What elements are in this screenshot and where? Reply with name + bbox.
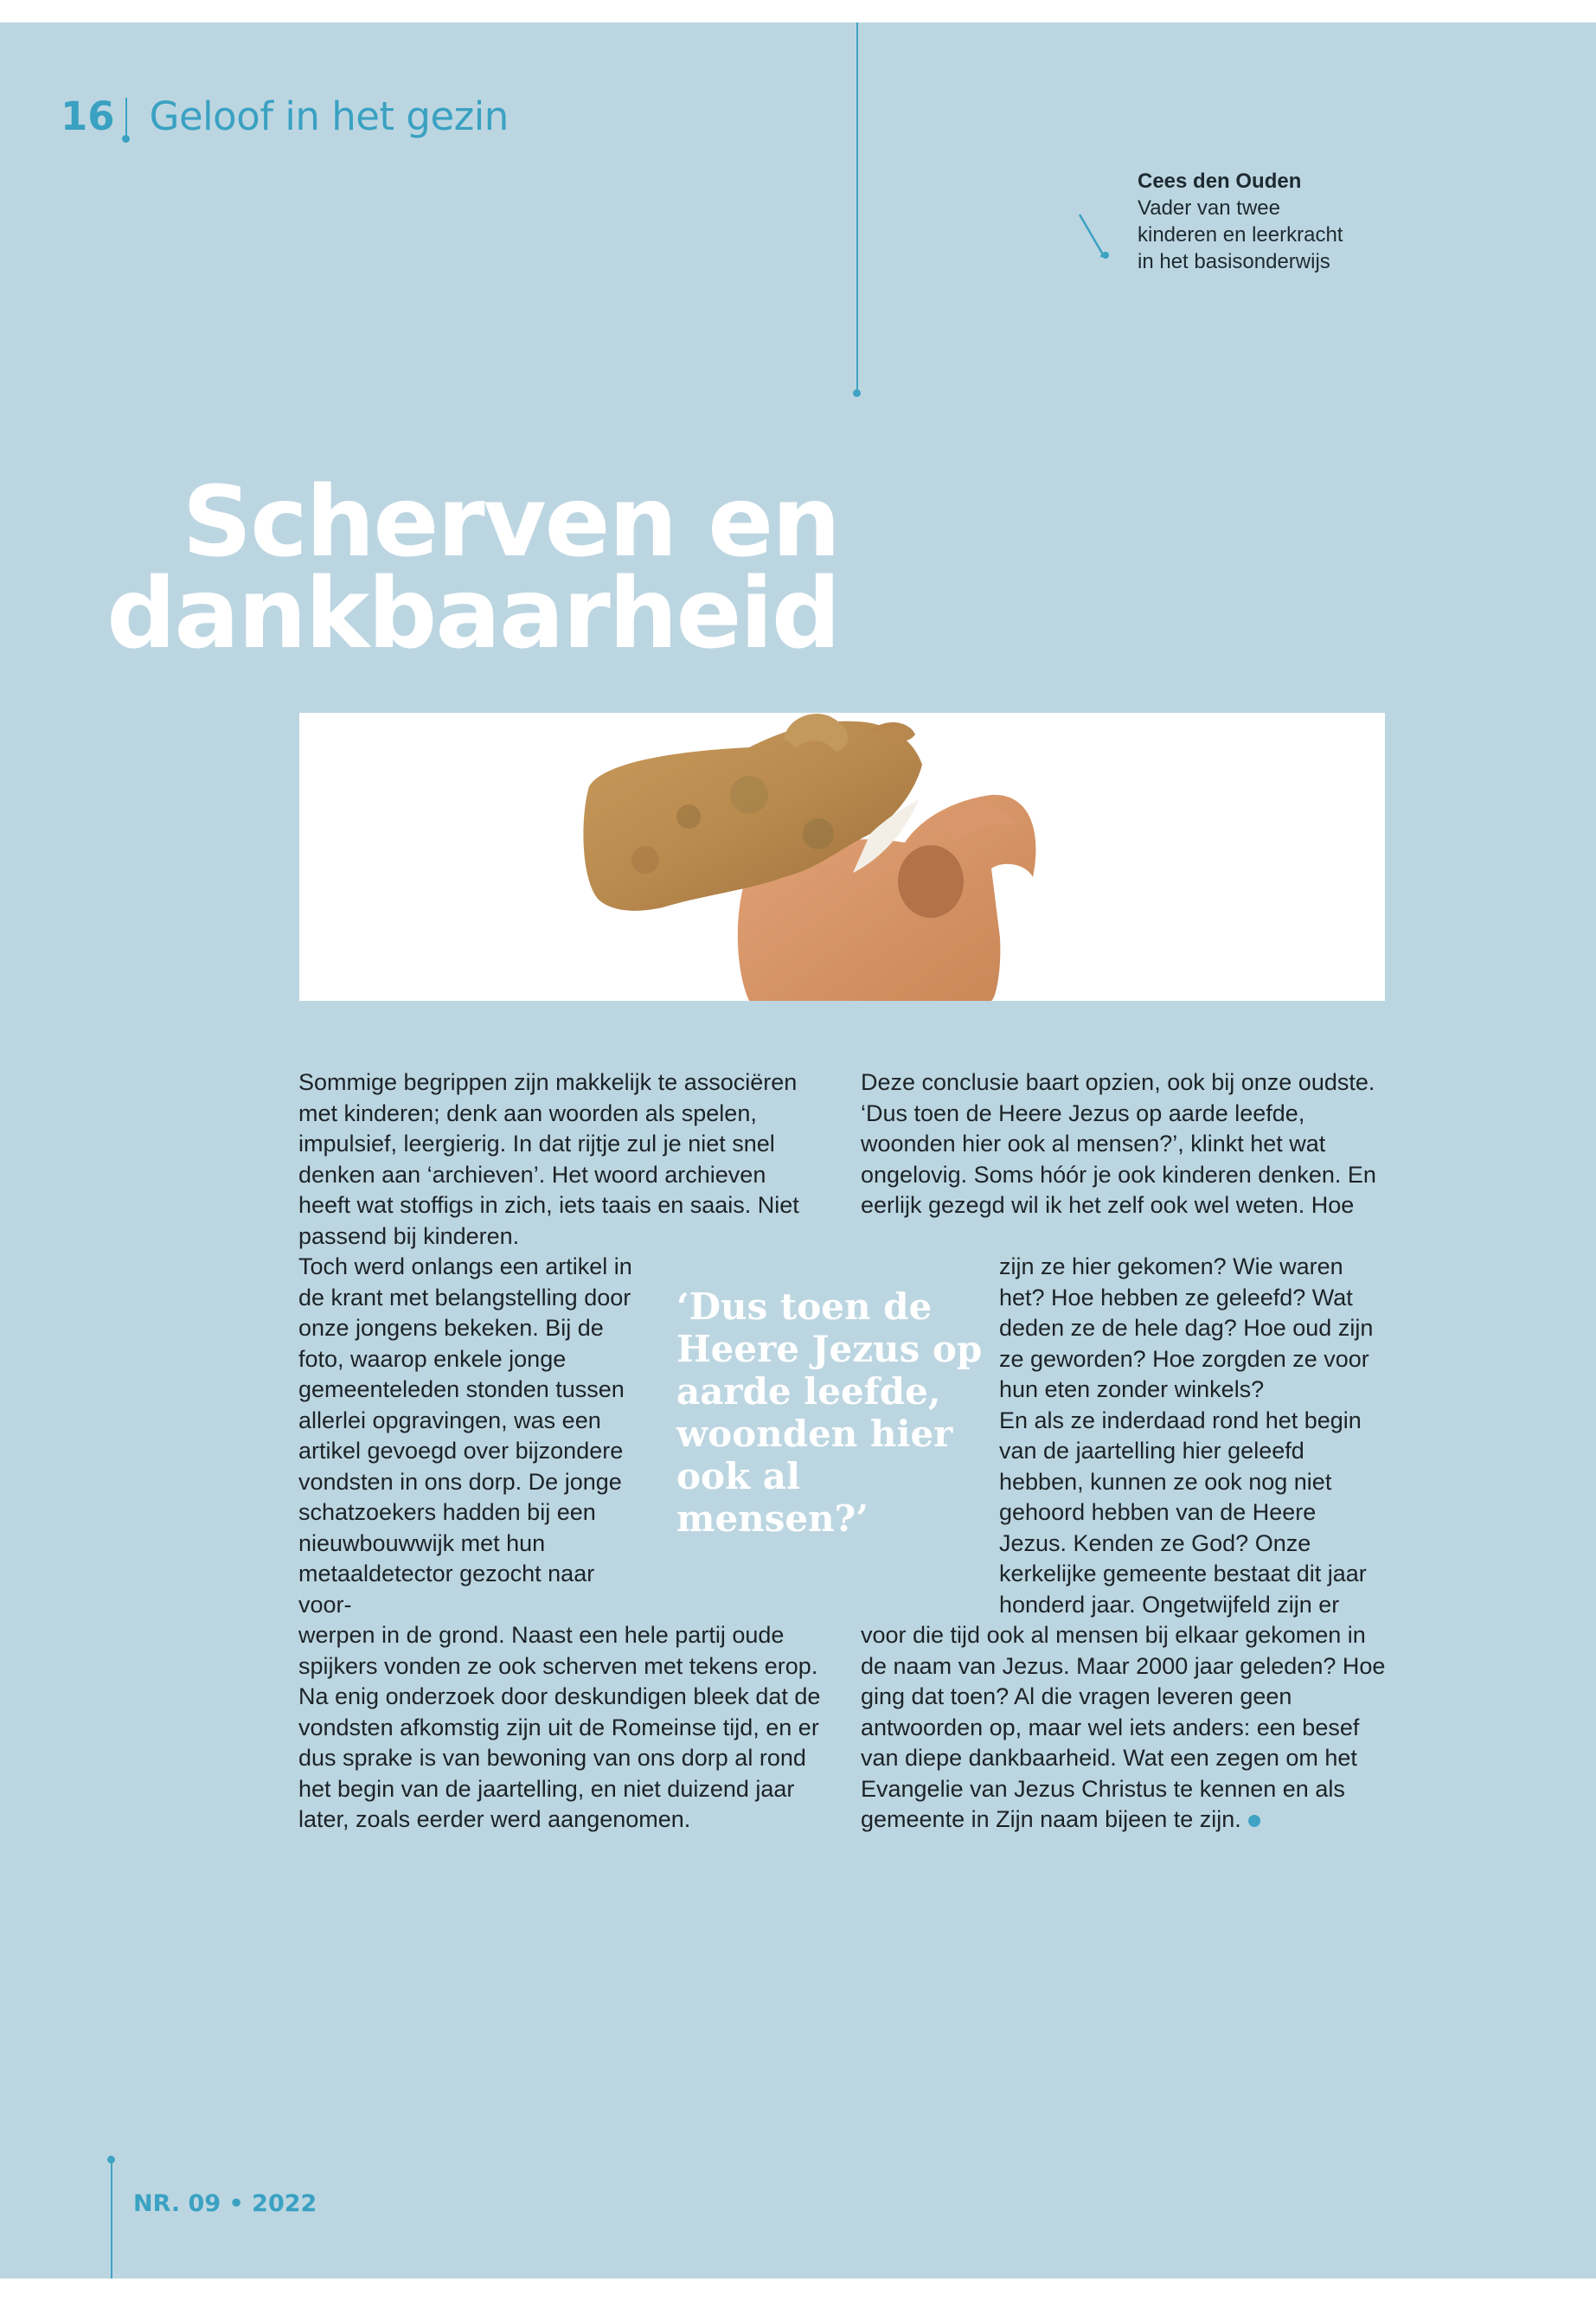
article-headline [104, 466, 839, 670]
author-role-line: Vader van twee [1138, 196, 1280, 220]
article-column-left-wrap [298, 1252, 653, 1620]
author-role-line: kinderen en leerkracht [1138, 223, 1343, 247]
magazine-page [0, 22, 1596, 2279]
article-column-right-end [861, 1620, 1388, 1836]
article-paragraph: En als ze inderdaad rond het begin van de jaartelling hier geleefd hebben, kunnen ze ook nog niet gehoord hebben van de Heere Jezus. Kenden ze God? Onze kerkelijke gemeente bestaat dit jaar honderd jaar. Ongetwijfeld zijn er [999, 1407, 1367, 1618]
divider-dot [853, 389, 861, 397]
article-paragraph: zijn ze hier gekomen? Wie waren het? Hoe hebben ze geleefd? Wat deden ze de hele dag? Hoe oud zijn ze geworden? Hoe zorgden ze voor hun eten zonder winkels? [999, 1253, 1374, 1402]
headline-line-2: dankbaarheid [106, 558, 839, 670]
headline-line-1: Scherven en [182, 466, 839, 579]
article-column-right-wrap [999, 1252, 1388, 1620]
author-role-line: in het basisonderwijs [1138, 250, 1330, 273]
article-column-left-end [298, 1620, 835, 1836]
article-photo [299, 713, 1385, 1001]
article-paragraph: Toch werd onlangs een artikel in de krant met belangstelling door onze jongens bekeken. Bij de foto, waarop enkele jonge gemeenteleden stonden tussen allerlei opgravingen, was een artikel gevoegd over bijzondere vondsten in ons dorp. De jonge schatzoekers hadden bij een nieuwbouwwijk met hun metaaldetector gezocht naar voor- [298, 1253, 632, 1618]
pottery-shards-image [299, 713, 1385, 1001]
page-number: 16 [61, 93, 115, 139]
article-paragraph: Deze conclusie baart opzien, ook bij onze oudste. ‘Dus toen de Heere Jezus op aarde leefde, woonden hier ook al mensen?’, klinkt het wat ongelovig. Soms hóór je ook kinderen denken. En eerlijk gezegd wil ik het zelf ook wel weten. Hoe [861, 1069, 1376, 1218]
section-title: Geloof in het gezin [149, 93, 509, 139]
article-column-left-intro [298, 1067, 817, 1252]
page-header [61, 93, 509, 139]
author-name: Cees den Ouden [1138, 170, 1302, 193]
author-byline [1138, 168, 1380, 275]
top-divider-line [856, 22, 858, 393]
author-pointer-icon [1073, 211, 1133, 272]
header-separator [125, 98, 127, 136]
footer-dot [107, 2156, 115, 2163]
issue-number: NR. 09 • 2022 [133, 2190, 317, 2217]
article-paragraph: Sommige begrippen zijn makkelijk te associëren met kinderen; denk aan woorden als spelen, impulsief, leergierig. In dat rijtje zul je niet snel denken aan ‘archieven’. Het woord archieven heeft wat stoffigs in zich, iets taais en saais. Niet passend bij kinderen. [298, 1069, 799, 1249]
article-closing-text: voor die tijd ook al mensen bij elkaar gekomen in de naam van Jezus. Maar 2000 jaar geleden? Hoe ging dat toen? Al die vragen leveren geen antwoorden op, maar wel iets anders: een besef van diepe dankbaarheid. Wat een zegen om het Evangelie van Jezus Christus te kennen en als gemeente in Zijn naam bijeen te zijn. [861, 1622, 1386, 1832]
end-of-article-dot-icon [1248, 1815, 1260, 1827]
article-paragraph [861, 1620, 1388, 1836]
article-column-right-intro [861, 1067, 1388, 1221]
pull-quote: ‘Dus toen de Heere Jezus op aarde leefde, woonden hier ook al mensen?’ [676, 1285, 983, 1540]
footer-divider-line [111, 2159, 112, 2279]
article-paragraph: werpen in de grond. Naast een hele partij oude spijkers vonden ze ook scherven met tekens erop. Na enig onderzoek door deskundigen bleek dat de vondsten afkomstig zijn uit de Romeinse tijd, en er dus sprake is van bewoning van ons dorp al rond het begin van de jaartelling, en niet duizend jaar later, zoals eerder werd aangenomen. [298, 1622, 821, 1832]
